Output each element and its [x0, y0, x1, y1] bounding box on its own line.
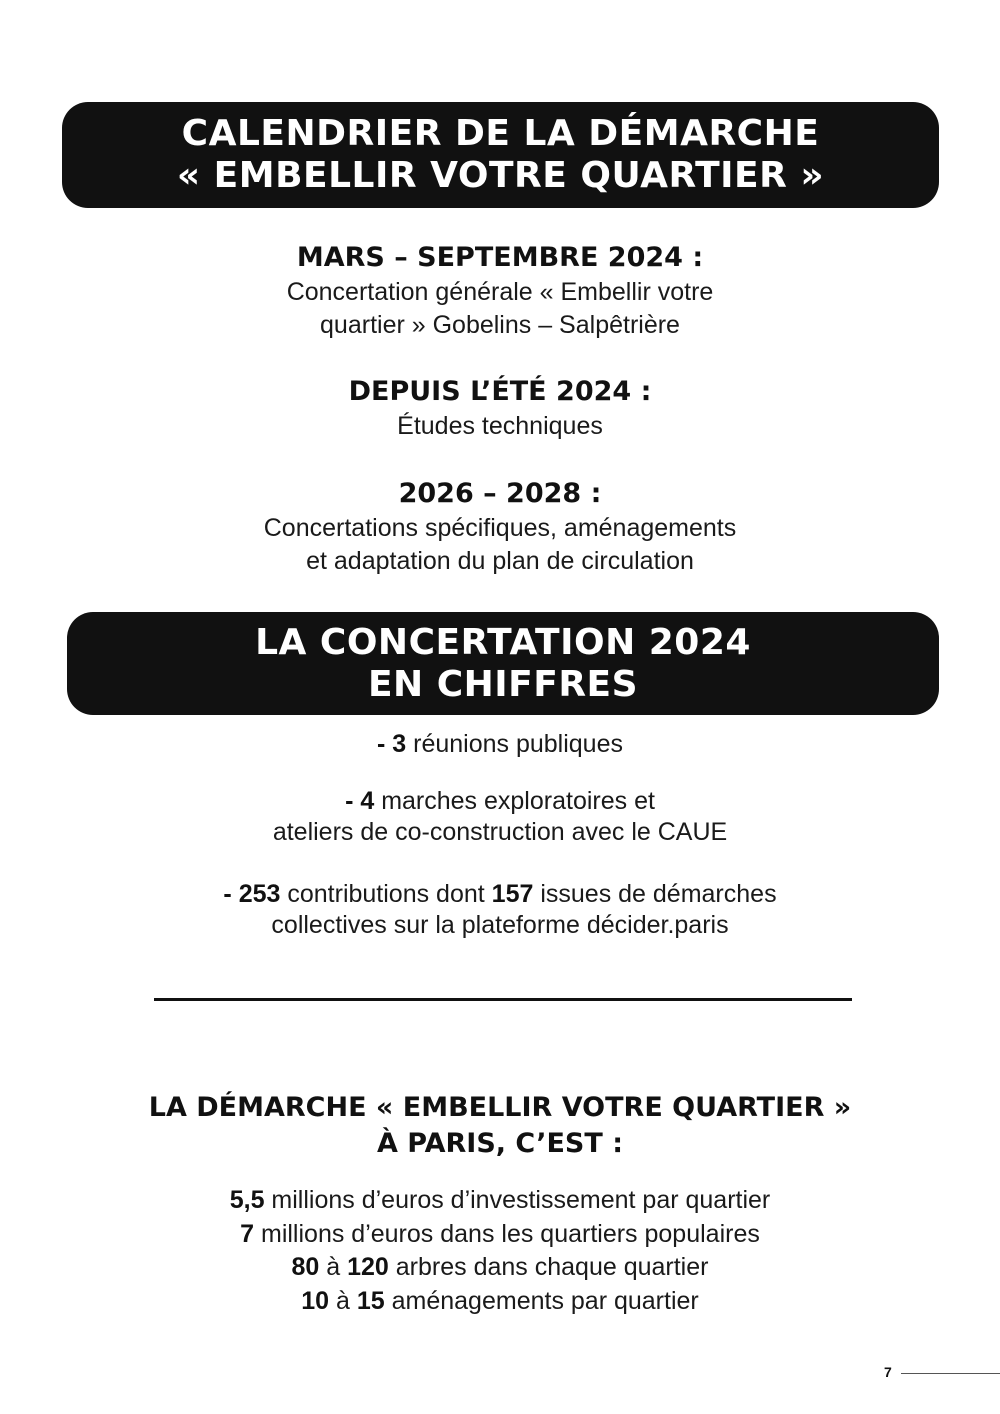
stat-item — [0, 786, 1000, 848]
stat-line — [0, 729, 1000, 760]
phase-text: et adaptation du plan de circulation — [306, 547, 694, 575]
calendar-banner-line1: CALENDRIER DE LA DÉMARCHE — [181, 113, 820, 154]
paris-text: millions d’euros dans les quartiers populaires — [254, 1219, 760, 1248]
phase-text: Études techniques — [397, 412, 603, 440]
calendar-banner — [62, 102, 939, 208]
paris-heading-line1: LA DÉMARCHE « EMBELLIR VOTRE QUARTIER » — [148, 1092, 852, 1123]
stat-line: collectives sur la plateforme décider.paris — [271, 911, 729, 939]
phase-heading: 2026 – 2028 : — [398, 478, 602, 509]
phase-heading: DEPUIS L’ÉTÉ 2024 : — [348, 376, 652, 407]
stat-value: 253 — [238, 880, 281, 908]
phase-heading: MARS – SEPTEMBRE 2024 : — [296, 242, 704, 273]
stat-prefix: - — [345, 787, 361, 815]
page-number: 7 — [884, 1364, 892, 1380]
figures-banner-line1: LA CONCERTATION 2024 — [255, 621, 751, 663]
paris-connector: à — [319, 1253, 348, 1281]
phase-block — [0, 240, 1000, 342]
paris-heading-line2: À PARIS, C’EST : — [376, 1128, 623, 1159]
phase-text: quartier » Gobelins – Salpêtrière — [320, 311, 680, 339]
paris-list-item — [0, 1285, 1000, 1319]
stat-line: ateliers de co-construction avec le CAUE — [272, 818, 728, 846]
stat-line — [0, 879, 1000, 910]
phase-block — [0, 476, 1000, 578]
paris-value: 120 — [347, 1253, 389, 1281]
stat-prefix: - — [376, 730, 393, 758]
stat-item — [0, 879, 1000, 941]
stat-value: 157 — [491, 880, 534, 908]
phase-text: Concertation générale « Embellir votre — [286, 278, 714, 306]
paris-list-item — [0, 1184, 1000, 1218]
paris-value: 7 — [240, 1219, 255, 1248]
paris-text: aménagements par quartier — [384, 1286, 699, 1315]
stat-prefix: - — [223, 880, 239, 908]
paris-value: 10 — [301, 1286, 330, 1315]
calendar-banner-line2: « EMBELLIR VOTRE QUARTIER » — [176, 155, 825, 196]
phase-block — [0, 374, 1000, 443]
figures-banner — [67, 612, 939, 715]
stat-value: 3 — [392, 730, 407, 758]
paris-list-item — [0, 1218, 1000, 1252]
stat-text: contributions dont — [280, 880, 492, 908]
figures-banner-line2: EN CHIFFRES — [367, 663, 639, 705]
section-divider — [154, 998, 852, 1001]
paris-list — [0, 1184, 1000, 1318]
paris-value: 5,5 — [229, 1186, 265, 1214]
stat-line — [0, 786, 1000, 817]
phase-text: Concertations spécifiques, aménagements — [263, 514, 737, 542]
footer-rule — [901, 1373, 1000, 1374]
stat-text: marches exploratoires et — [374, 787, 655, 815]
paris-heading — [0, 1090, 1000, 1162]
paris-value: 15 — [356, 1286, 385, 1315]
paris-connector: à — [329, 1286, 357, 1315]
paris-text: millions d’euros d’investissement par quartier — [264, 1186, 771, 1214]
paris-text: arbres dans chaque quartier — [388, 1253, 709, 1281]
stat-text: réunions publiques — [406, 730, 623, 758]
stat-value: 4 — [360, 787, 375, 815]
stat-item — [0, 729, 1000, 760]
paris-value: 80 — [291, 1253, 320, 1281]
paris-list-item — [0, 1251, 1000, 1285]
stat-text: issues de démarches — [533, 880, 777, 908]
